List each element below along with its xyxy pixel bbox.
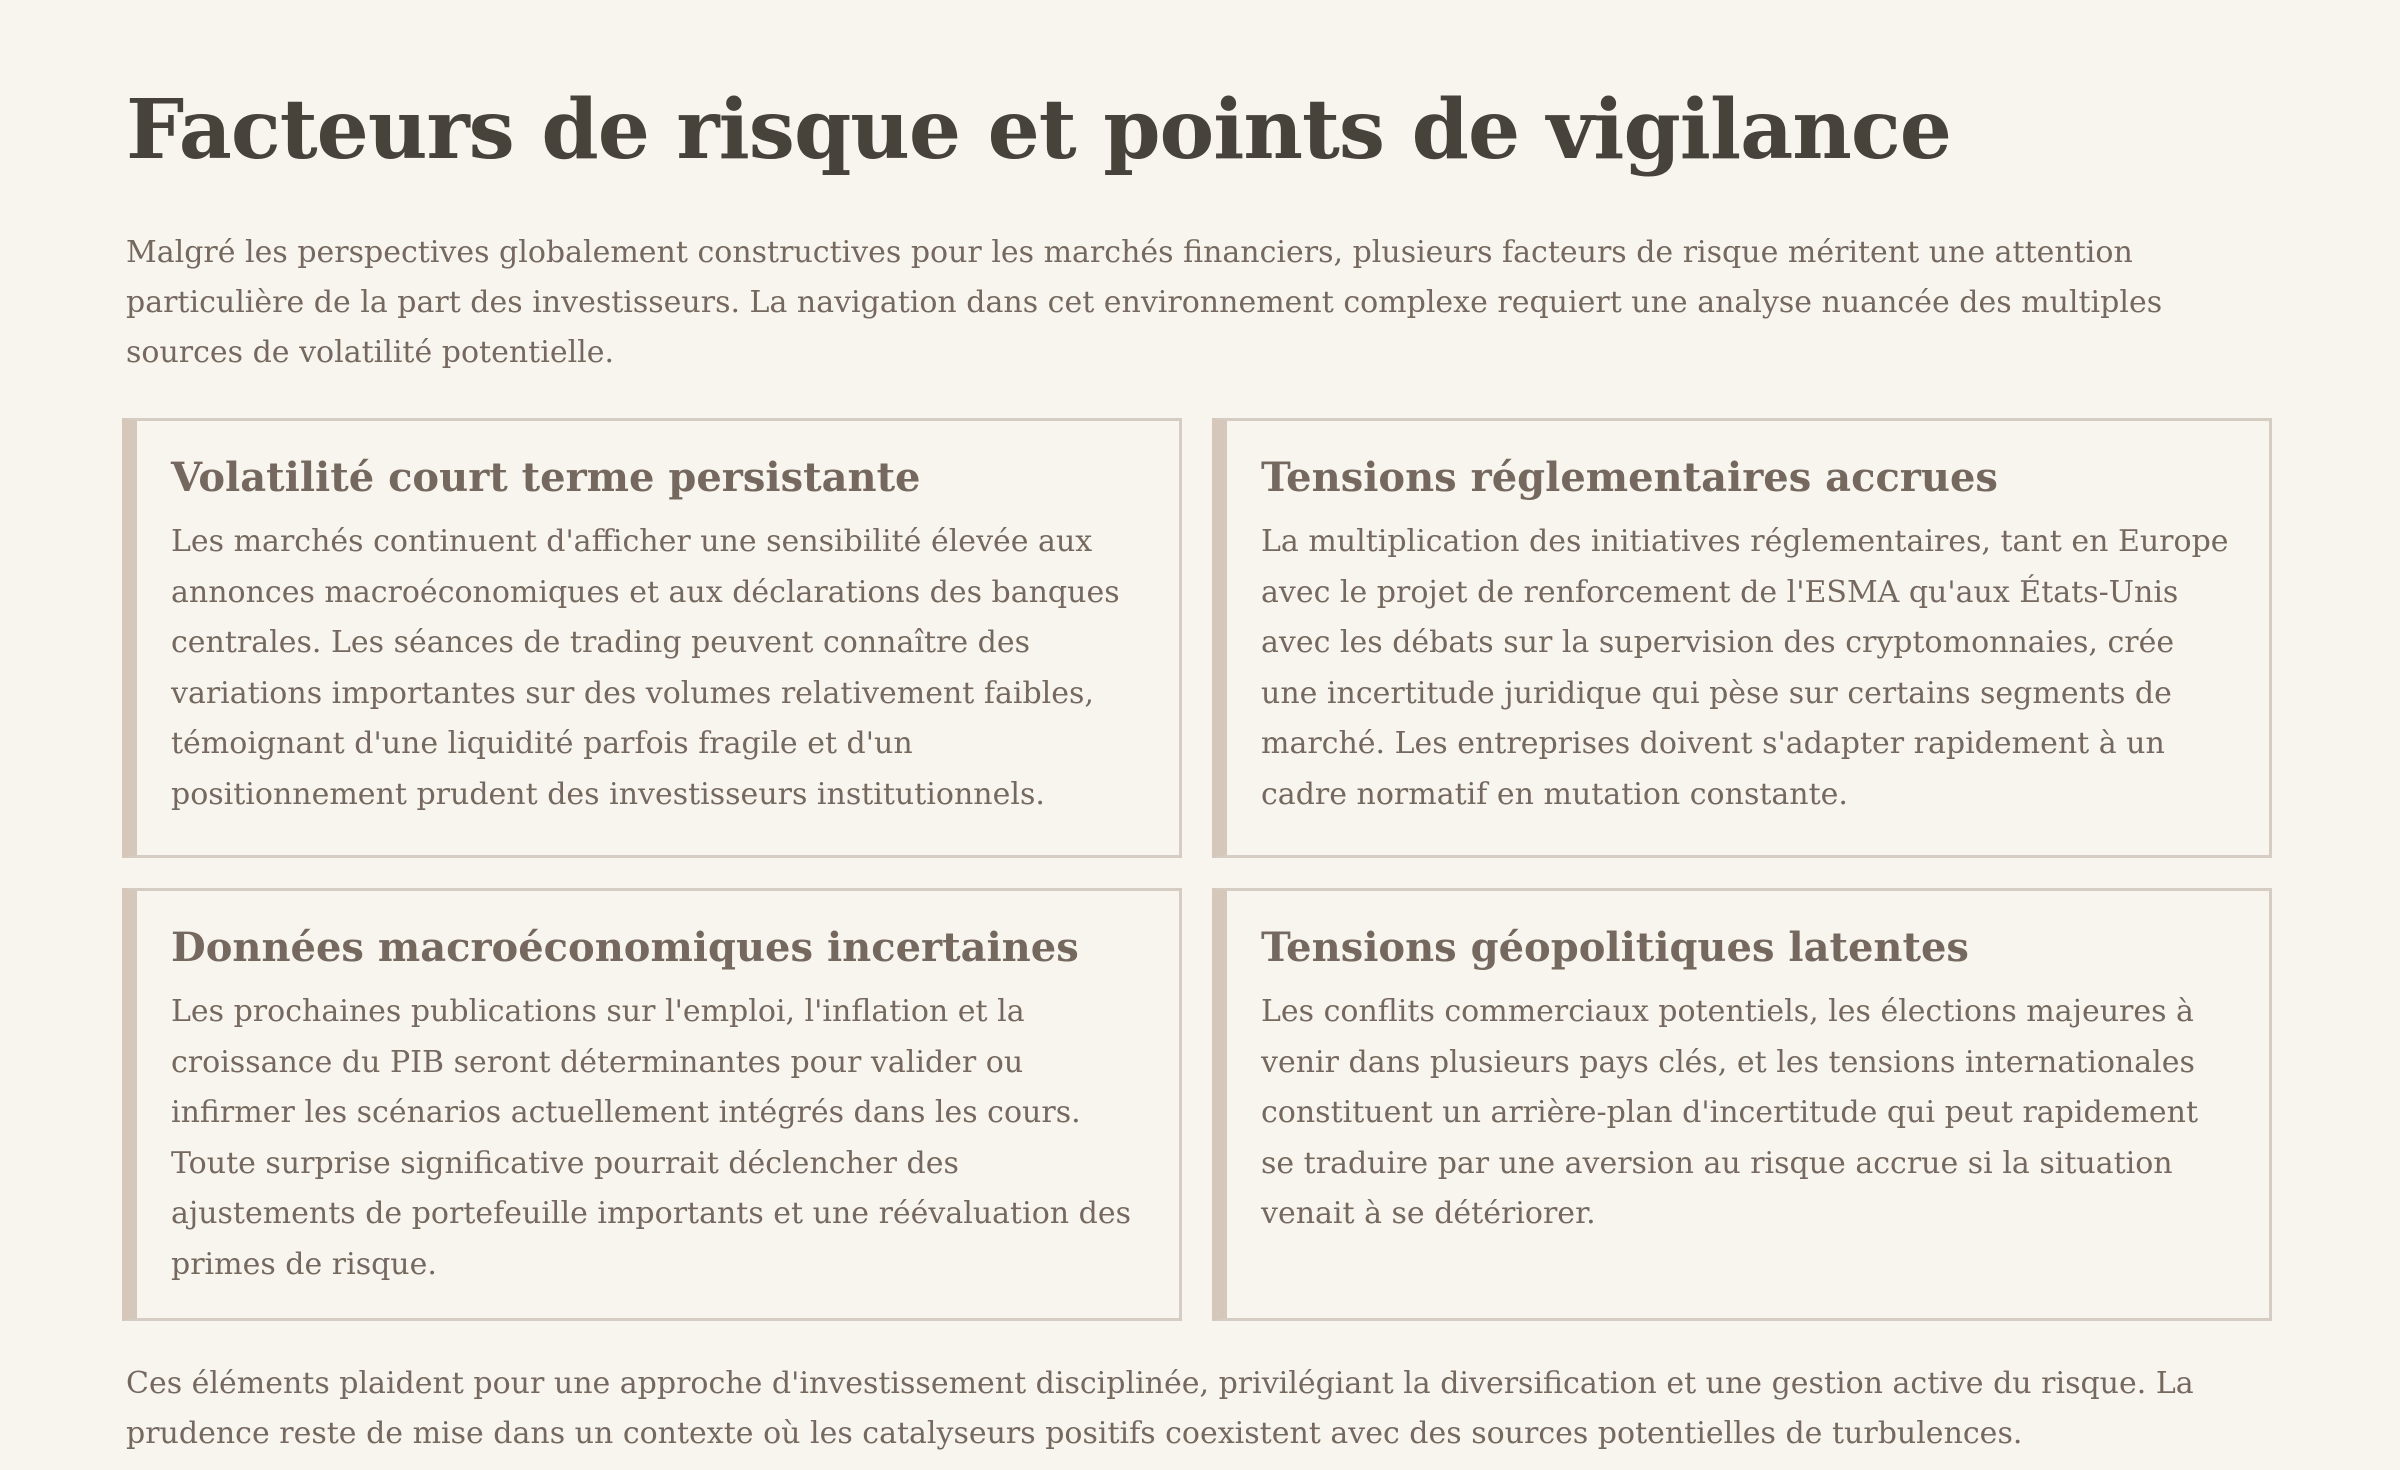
conclusion-paragraph: Ces éléments plaident pour une approche d'investissement disciplinée, privilégiant la diversification et une gestion active du risque. La prudence reste de mise dans un contexte où les catalyseurs positifs coexistent avec des sources potentielles de turbulences.: [126, 1366, 2194, 1451]
intro-paragraph: Malgré les perspectives globalement constructives pour les marchés financiers, plusieurs facteurs de risque méritent une attention particulière de la part des investisseurs. La navigation dans cet environnement complexe requiert une analyse nuancée des multiples sources de volatilité potentielle.: [126, 235, 2163, 370]
risk-card-macro-data: [122, 888, 1182, 1321]
card-body: La multiplication des initiatives réglementaires, tant en Europe avec le projet de renforcement de l'ESMA qu'aux États-Unis avec les débats sur la supervision des cryptomonnaies, crée une incertitude juridique qui pèse sur certains segments de marché. Les entreprises doivent s'adapter rapidement à un cadre normatif en mutation constante.: [1261, 524, 2229, 812]
card-title: Tensions réglementaires accrues: [1261, 454, 1998, 501]
card-body: Les conflits commerciaux potentiels, les élections majeures à venir dans plusieurs pays clés, et les tensions internationales constituent un arrière-plan d'incertitude qui peut rapidement se traduire par une aversion au risque accrue si la situation venait à se détériorer.: [1261, 994, 2199, 1231]
risk-card-volatility: [122, 418, 1182, 858]
risk-cards-grid: [122, 418, 2274, 1321]
card-title: Données macroéconomiques incertaines: [171, 924, 1079, 971]
risk-card-regulatory: [1212, 418, 2272, 858]
card-body: Les marchés continuent d'afficher une sensibilité élevée aux annonces macroéconomiques et aux déclarations des banques centrales. Les séances de trading peuvent connaître des variations importantes sur des volumes relativement faibles, témoignant d'une liquidité parfois fragile et d'un positionnement prudent des investisseurs institutionnels.: [171, 524, 1120, 812]
card-title: Tensions géopolitiques latentes: [1261, 924, 1969, 971]
page-title: Facteurs de risque et points de vigilance: [126, 82, 1951, 178]
card-body: Les prochaines publications sur l'emploi, l'inflation et la croissance du PIB seront déterminantes pour valider ou infirmer les scénarios actuellement intégrés dans les cours. Toute surprise significative pourrait déclencher des ajustements de portefeuille importants et une réévaluation des primes de risque.: [171, 994, 1131, 1282]
risk-card-geopolitical: [1212, 888, 2272, 1321]
card-title: Volatilité court terme persistante: [171, 454, 921, 501]
